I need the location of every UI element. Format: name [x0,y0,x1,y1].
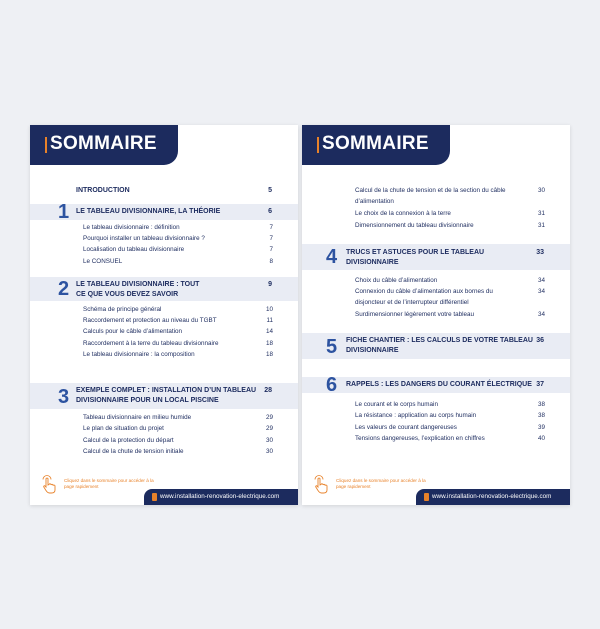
hint-text: Cliquez dans le sommaire pour accéder à la page rapidement [336,478,426,489]
section-page[interactable]: 9 [268,281,272,288]
hand-pointer-icon [40,475,60,495]
plug-icon [424,493,429,501]
section-number: 2 [58,278,70,300]
website-url[interactable]: www.installation-renovation-electrique.com [160,493,280,500]
section-page[interactable]: 33 [536,249,544,256]
banner-accent [45,137,47,153]
section-title[interactable]: LE TABLEAU DIVISIONNAIRE, LA THÉORIE [76,208,221,215]
section-number: 6 [326,374,338,396]
section-number: 1 [58,201,70,223]
section-title[interactable]: DIVISIONNAIRE POUR UN LOCAL PISCINE [76,397,219,404]
website-link[interactable] [416,489,570,505]
section-page[interactable]: 6 [268,208,272,215]
section-title[interactable]: TRUCS ET ASTUCES POUR LE TABLEAU [346,249,485,256]
website-url[interactable]: www.installation-renovation-electrique.com [432,493,552,500]
page-title: SOMMAIRE [50,133,157,154]
toc-page-1: SOMMAIRE INTRODUCTION 5 1 LE TABLEAU DIVISIONNAIRE, LA THÉORIE 6 Le tableau divisionnaire : définition 7 Pourquoi installer un tableau divisionnaire ? 7 Localisation du tableau divisionnaire 7 Le CONSUEL 8 2 LE TABLEAU DIVISIONNAIRE : TOUT CE QUE VOUS DEVEZ SAVOIR 9 Schéma de principe général 10 Raccordement et protection au niveau du TGBT 11 Calculs pour le câble d’alimentation 14 Raccordement à la terre du tableau divisionnaire 18 Le tableau divisionnaire : la composition 18 3 EXEMPLE COMPLET : INSTALLATION D’UN TABLEAU DIVISIONNAIRE POUR UN LOCAL PISCINE 28 Tableau divisionnaire en milieu humide 29 Le plan de situation du projet 29 Calcul de la protection du départ 30 Calcul de la chute de tension initiale 30 Cliquez dans le sommaire pour accéder à la page rapidement www.installation-renovation-electrique.com [30,125,298,505]
click-hint [40,475,154,495]
section-page[interactable]: 36 [536,337,544,344]
section-title[interactable]: RAPPELS : LES DANGERS DU COURANT ÉLECTRIQUE [346,381,532,388]
hand-pointer-icon [312,475,332,495]
sommaire-banner [302,125,450,165]
section-title[interactable]: FICHE CHANTIER : LES CALCULS DE VOTRE TABLEAU [346,337,533,344]
sommaire-banner [30,125,178,165]
click-hint [312,475,426,495]
section-title[interactable]: DIVISIONNAIRE [346,347,399,354]
section-title[interactable]: DIVISIONNAIRE [346,259,399,266]
toc-intro-page[interactable]: 5 [268,187,272,194]
section-title[interactable]: LE TABLEAU DIVISIONNAIRE : TOUT [76,281,200,288]
hint-text: Cliquez dans le sommaire pour accéder à la page rapidement [64,478,154,489]
page-title: SOMMAIRE [322,133,429,154]
section-number: 4 [326,246,338,268]
section-title[interactable]: CE QUE VOUS DEVEZ SAVOIR [76,291,179,298]
section-title[interactable]: EXEMPLE COMPLET : INSTALLATION D’UN TABLEAU [76,387,257,394]
section-number: 3 [58,386,70,408]
plug-icon [152,493,157,501]
section-page[interactable]: 37 [536,381,544,388]
website-link[interactable] [144,489,298,505]
banner-accent [317,137,319,153]
section-page[interactable]: 28 [264,387,272,394]
toc-intro[interactable]: INTRODUCTION [76,187,130,194]
toc-page-2: SOMMAIRE Calcul de la chute de tension et de la section du câble 30 d’alimentation Le choix de la connexion à la terre 31 Dimensionnement du tableau divisionnaire 31 4 TRUCS ET ASTUCES POUR LE TABLEAU DIVISIONNAIRE 33 Choix du câble d’alimentation 34 Connexion du câble d’alimentation aux bornes du 34 disjoncteur et de l’interrupteur différentiel Surdimensionner légèrement votre tableau 34 5 FICHE CHANTIER : LES CALCULS DE VOTRE TABLEAU DIVISIONNAIRE 36 6 RAPPELS : LES DANGERS DU COURANT ÉLECTRIQUE 37 Le courant et le corps humain 38 La résistance : application au corps humain 38 Les valeurs de courant dangereuses 39 Tensions dangereuses, l’explication en chiffres 40 Cliquez dans le sommaire pour accéder à la page rapidement www.installation-renovation-electrique.com [302,125,570,505]
section-number: 5 [326,336,338,358]
